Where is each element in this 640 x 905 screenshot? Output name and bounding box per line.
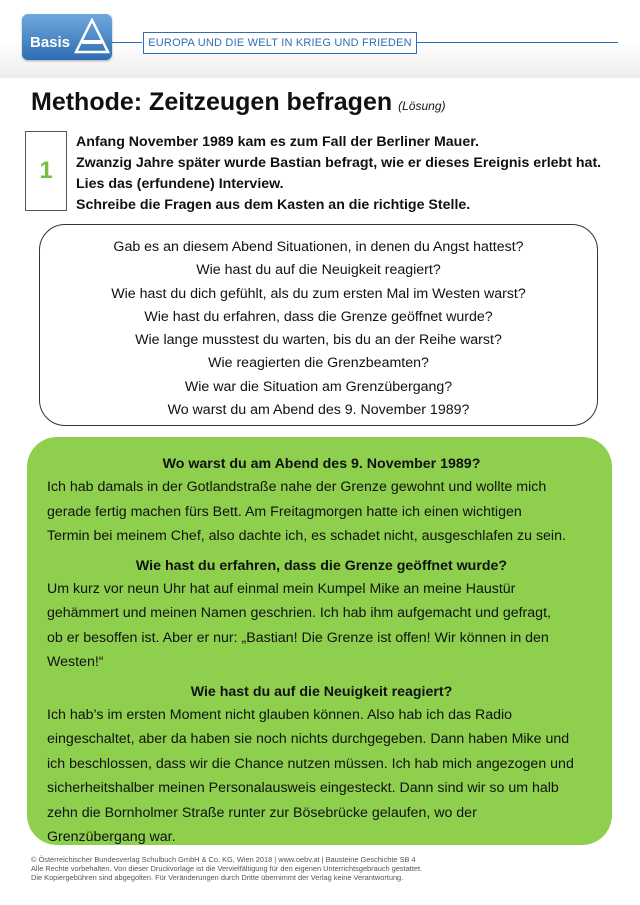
instruction-line: Lies das (erfundene) Interview. [76,176,284,192]
interview-question: Wo warst du am Abend des 9. November 1989? [162,456,481,472]
question-option: Wie hast du auf die Neuigkeit reagiert? [196,262,441,279]
copyright-footer [31,855,631,882]
question-option: Wie reagierten die Grenzbeamten? [208,355,429,372]
publisher-logo [22,14,112,60]
question-option: Gab es an diesem Abend Situationen, in denen du Angst hattest? [113,239,524,255]
footer-line: © Österreichischer Bundesverlag Schulbuch GmbH & Co. KG, Wien 2018 | www.oebv.at | Bausteine Geschichte SB 4 [31,855,416,864]
triangle-logo-icon [74,18,110,56]
instruction-line: Anfang November 1989 kam es zum Fall der Berliner Mauer. [76,134,479,150]
page-title-sub: (Lösung) [398,99,446,113]
question-option: Wie lange musstest du warten, bis du an der Reihe warst? [135,332,502,349]
answer-line: ich beschlossen, dass wir die Chance nutzen müssen. Ich hab mich angezogen und [47,755,574,772]
interview-answer [47,577,596,675]
interview-answer [47,703,596,850]
series-title-box [143,32,417,54]
interview-question: Wie hast du auf die Neuigkeit reagiert? [190,683,453,700]
answer-line: Termin bei meinem Chef, also dachte ich, es schadet nicht, ausgeschlafen zu sein. [47,528,566,544]
page-title [31,88,446,117]
interview-panel [27,437,612,845]
task-instructions [76,132,621,216]
interview-question: Wie hast du erfahren, dass die Grenze geöffnet wurde? [135,557,508,574]
answer-line: Ich hab’s im ersten Moment nicht glauben können. Also hab ich das Radio [47,706,513,723]
answer-line: gerade fertig machen fürs Bett. Am Freitagmorgen hatte ich einen wichtigen [47,503,522,520]
question-option: Wie hast du dich gefühlt, als du zum ersten Mal im Westen warst? [111,285,526,302]
question-option: Wie war die Situation am Grenzübergang? [184,378,453,395]
answer-line: gehämmert und meinen Namen geschrien. Ich hab ihm aufgemacht und gefragt, [47,605,551,621]
question-box [39,224,598,426]
answer-line: Grenzübergang war. [47,829,176,845]
footer-line: Alle Rechte vorbehalten. Von dieser Druckvorlage ist die Vervielfältigung für den eigenen Unterrichtsgebrauch gestattet. [31,864,423,873]
answer-line: Westen!“ [47,654,104,670]
task-number: 1 [39,157,53,184]
instruction-line: Zwanzig Jahre später wurde Bastian befragt, wie er dieses Ereignis erlebt hat. [76,155,602,171]
answer-line: ob er besoffen ist. Aber er nur: „Bastian! Die Grenze ist offen! Wir können in den [47,629,549,646]
interview-answer [47,475,596,549]
answer-line: sicherheitshalber meinen Personalausweis eingesteckt. Dann sind wir so um halb [47,780,559,796]
page-title-main: Methode: Zeitzeugen befragen [31,88,393,116]
answer-line: eingeschaltet, aber da haben sie noch nichts durchgegeben. Dann haben Mike und [47,731,570,747]
answer-line: Ich hab damals in der Gotlandstraße nahe der Grenze gewohnt und wollte mich [47,479,547,495]
logo-text: Basis [30,34,71,51]
instruction-line: Schreibe die Fragen aus dem Kasten an die richtige Stelle. [76,197,471,213]
answer-line: zehn die Bornholmer Straße runter zur Bösebrücke gelaufen, wo der [47,804,477,821]
series-title: EUROPA UND DIE WELT IN KRIEG UND FRIEDEN [148,37,412,49]
task-number-box [25,131,67,211]
footer-line: Die Kopiergebühren sind abgegolten. Für Veränderungen durch Dritte übernimmt der Verlag keine Verantwortung. [31,873,404,882]
header-rule-right [415,42,618,43]
answer-line: Um kurz vor neun Uhr hat auf einmal mein Kumpel Mike an meine Haustür [47,580,516,597]
question-option: Wie hast du erfahren, dass die Grenze geöffnet wurde? [144,308,493,325]
question-option: Wo warst du am Abend des 9. November 1989? [167,402,470,419]
